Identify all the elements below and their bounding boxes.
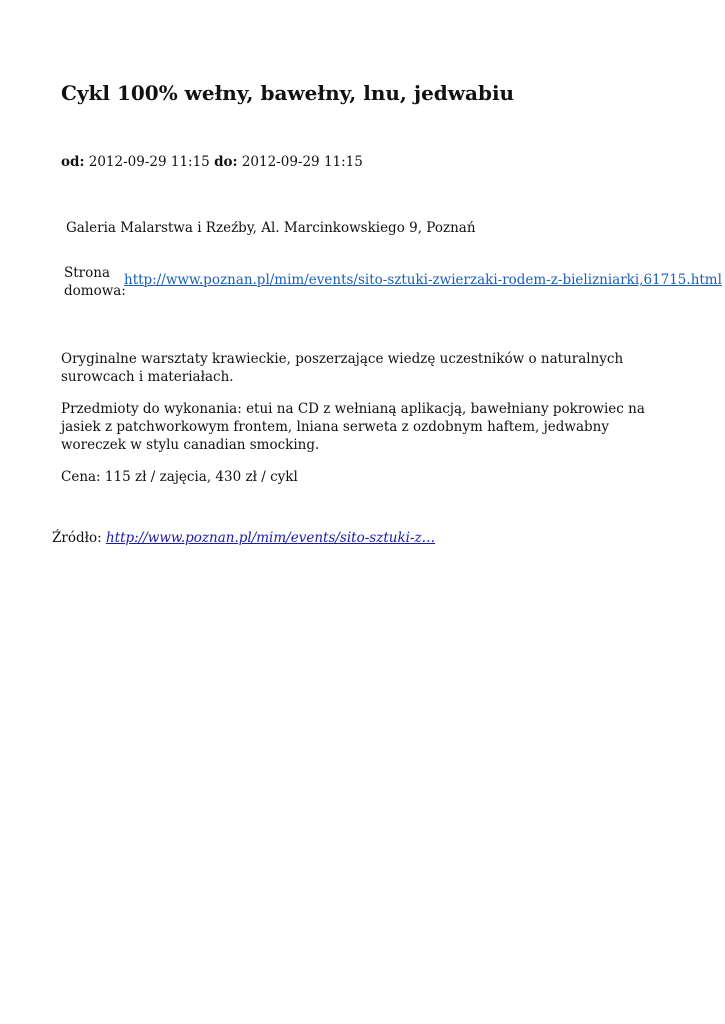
source-link[interactable]: http://www.poznan.pl/mim/events/sito-sztuki-z… <box>105 530 436 546</box>
price-paragraph: Cena: 115 zł / zajęcia, 430 zł / cykl <box>61 469 298 485</box>
source-label: Źródło: <box>52 530 102 546</box>
homepage-label: Strona domowa: <box>64 265 126 299</box>
from-value: 2012-09-29 11:15 <box>88 154 210 170</box>
event-dates <box>61 153 363 171</box>
from-label: od: <box>61 154 85 170</box>
event-description <box>61 350 661 500</box>
items-paragraph: Przedmioty do wykonania: etui na CD z wełnianą aplikacją, bawełniany pokrowiec na jasiek z patchworkowym frontem, lniana serweta z ozdobnym haftem, jedwabny woreczek w stylu canadian smocking. <box>61 401 645 453</box>
source-line <box>52 529 435 547</box>
venue-address: Galeria Malarstwa i Rzeźby, Al. Marcinkowskiego 9, Poznań <box>66 220 476 236</box>
page-title: Cykl 100% wełny, bawełny, lnu, jedwabiu <box>61 81 515 105</box>
description-paragraph: Oryginalne warsztaty krawieckie, poszerzające wiedzę uczestników o naturalnych surowcach i materiałach. <box>61 351 624 385</box>
homepage-link[interactable]: http://www.poznan.pl/mim/events/sito-sztuki-zwierzaki-rodem-z-bielizniarki,61715.html <box>124 272 722 288</box>
to-label: do: <box>214 154 238 170</box>
to-value: 2012-09-29 11:15 <box>241 154 363 170</box>
